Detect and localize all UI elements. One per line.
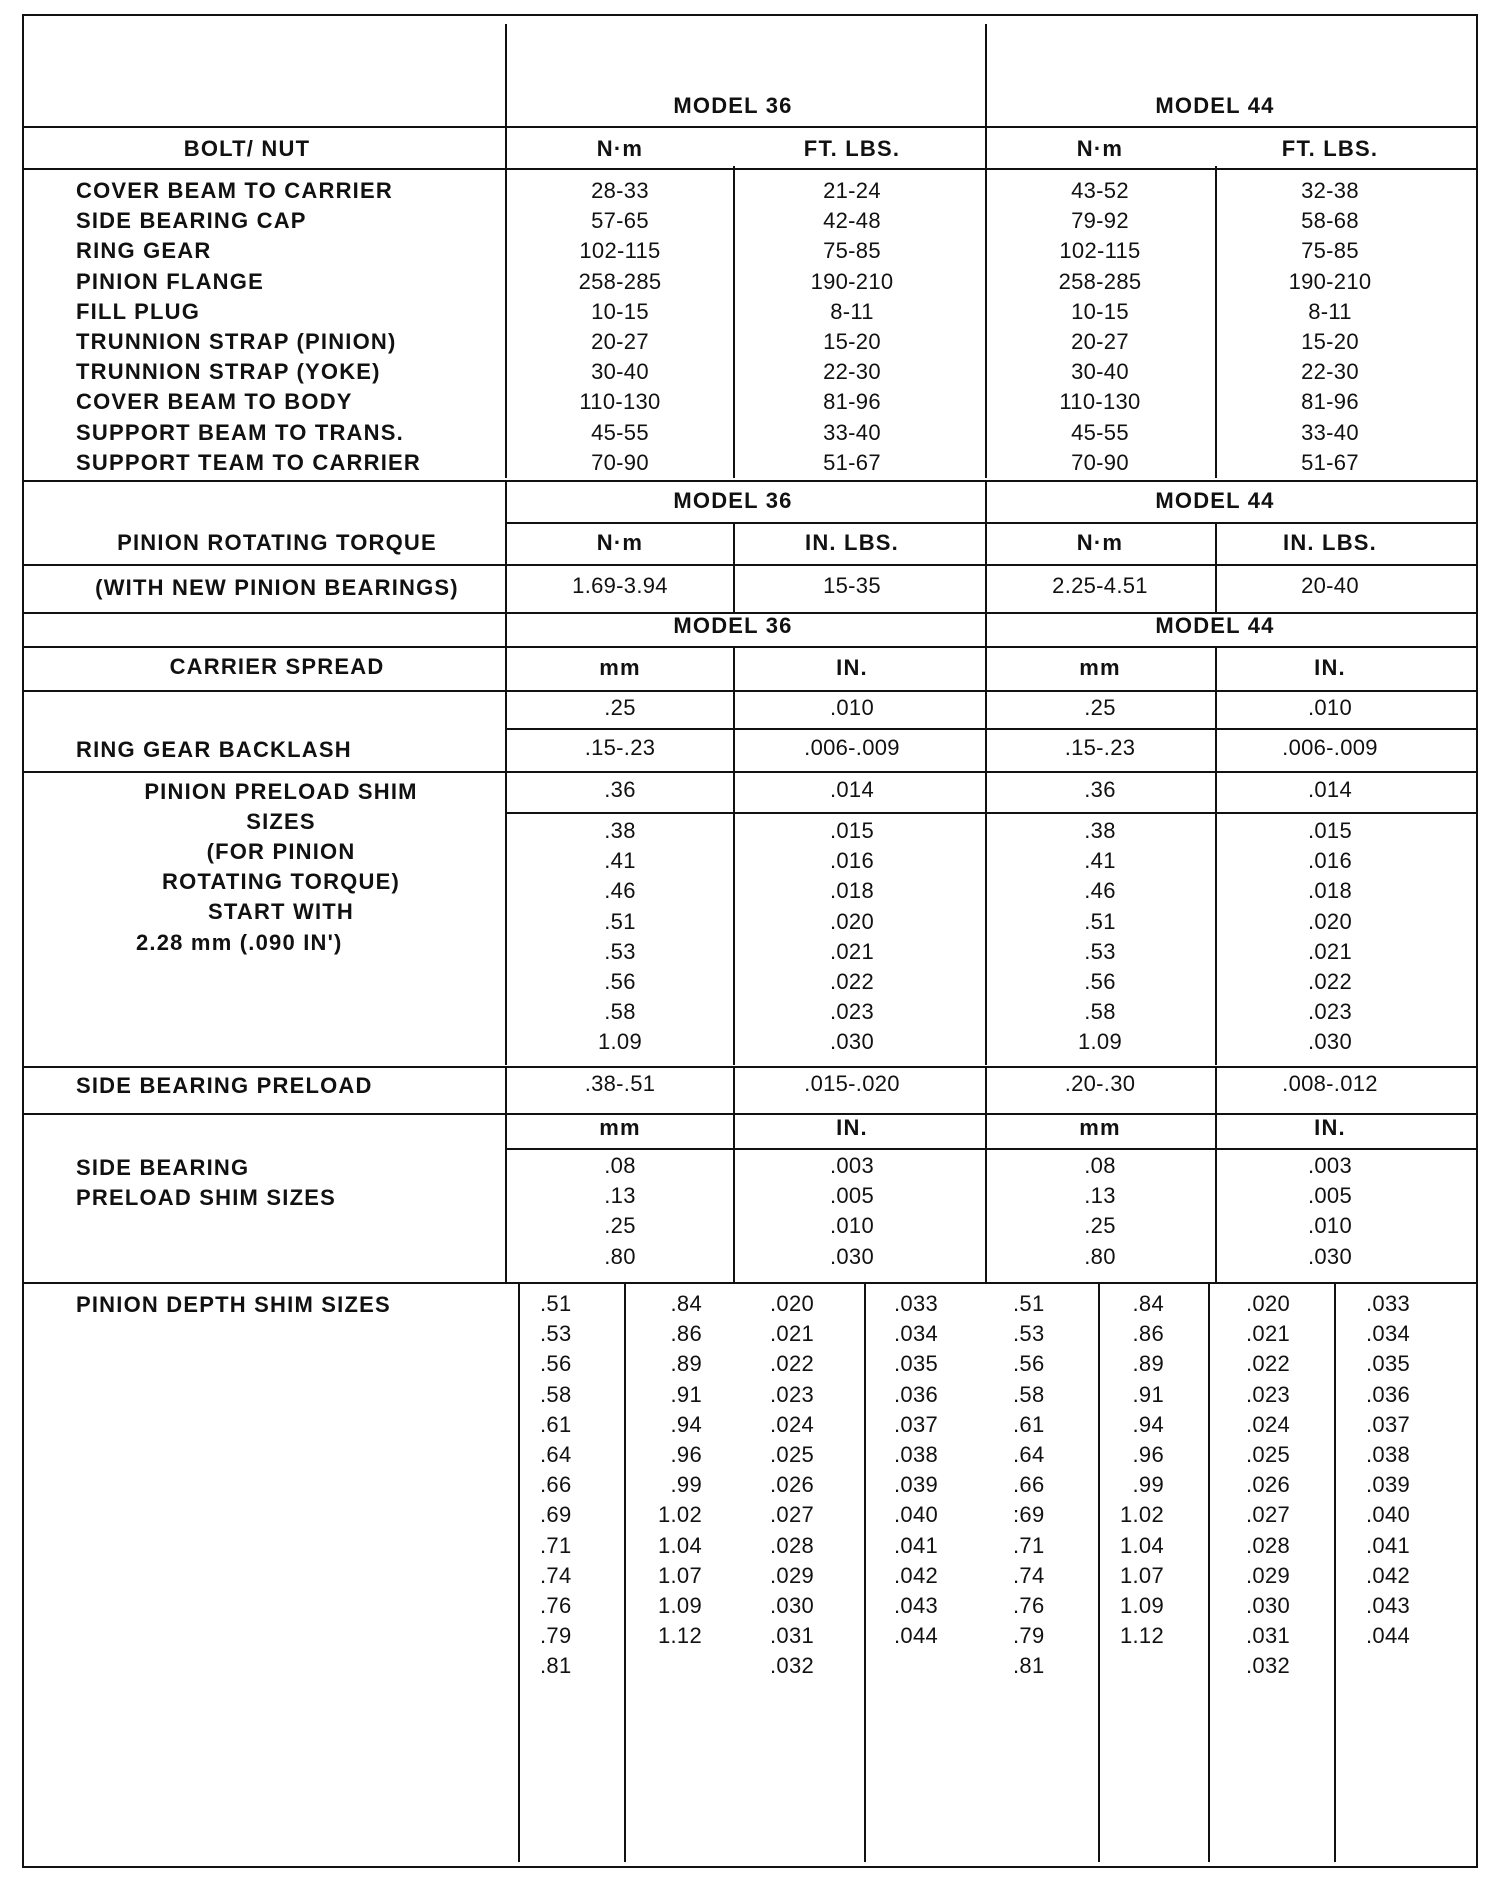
header-rule (22, 168, 1478, 170)
preload-shim-mm: .46 (604, 878, 636, 904)
torque-value: 57-65 (591, 208, 649, 234)
depth-shim-in: .041 (894, 1532, 939, 1558)
section-rule (22, 1113, 1478, 1115)
depth-shim-in: .031 (1246, 1623, 1291, 1649)
side-shim-mm: .25 (604, 1213, 636, 1239)
preload-shim-value: .36 (604, 777, 636, 802)
depth-shim-mm: .69 (540, 1502, 572, 1528)
preload-shim-mm: 1.09 (1077, 1029, 1123, 1055)
rule-line (22, 564, 1478, 566)
torque-value: 33-40 (823, 419, 881, 445)
torque-value: 8-11 (1308, 298, 1352, 324)
preload-shim-mm: 1.09 (597, 1029, 643, 1055)
column-line (505, 24, 507, 478)
preload-shim-label: ROTATING TORQUE) (162, 869, 400, 894)
column-line (505, 612, 507, 1065)
side-shim-in: .010 (1307, 1213, 1353, 1239)
torque-row-label: RING GEAR (76, 238, 212, 264)
depth-shim-mm: .64 (540, 1442, 572, 1467)
depth-shim-in: .040 (1366, 1502, 1411, 1528)
depth-shim-in: .022 (770, 1351, 815, 1377)
preload-shim-in: .021 (829, 938, 875, 964)
depth-shim-mm: .84 (1132, 1291, 1164, 1316)
depth-shim-in: .029 (770, 1562, 815, 1588)
depth-shim-mm: .74 (1013, 1562, 1045, 1588)
torque-value: 258-285 (578, 268, 662, 294)
preload-shim-value: .014 (829, 777, 875, 802)
depth-shim-in: .040 (894, 1502, 939, 1528)
depth-shim-mm: .66 (540, 1472, 572, 1498)
depth-shim-mm: .64 (1013, 1442, 1045, 1467)
torque-value: 75-85 (1301, 238, 1359, 264)
rule-line (505, 728, 1478, 730)
torque-value: 70-90 (591, 449, 649, 475)
header-model-44: MODEL 44 (1155, 488, 1275, 513)
depth-shim-mm: 1.02 (657, 1502, 702, 1528)
header-model-44: MODEL 44 (1155, 613, 1275, 638)
depth-shim-mm: .99 (1132, 1472, 1164, 1498)
header-model-36: MODEL 36 (673, 488, 793, 513)
column-line (518, 1282, 520, 1862)
torque-value: 70-90 (1071, 449, 1129, 475)
depth-shim-mm: .79 (1013, 1623, 1045, 1649)
column-line (864, 1282, 866, 1862)
depth-shim-mm: .58 (1013, 1381, 1045, 1407)
depth-shim-mm: .99 (670, 1472, 702, 1498)
depth-shim-in: .039 (1366, 1472, 1411, 1498)
depth-shim-in: .024 (770, 1411, 815, 1437)
column-line (505, 1066, 507, 1282)
unit-header: N·m (1076, 136, 1124, 161)
torque-value: 81-96 (1301, 389, 1359, 415)
torque-row-label: SIDE BEARING CAP (76, 208, 307, 234)
spread-value: .25 (1084, 695, 1116, 720)
depth-shim-mm: .94 (670, 1411, 702, 1437)
rule-line (505, 812, 1478, 814)
torque-value: 51-67 (823, 449, 881, 475)
side-shim-mm: .08 (1084, 1153, 1116, 1178)
torque-row-label: SUPPORT BEAM TO TRANS. (76, 419, 404, 445)
preload-shim-mm: .53 (604, 938, 636, 964)
depth-shim-mm: .86 (670, 1321, 702, 1347)
depth-shim-in: .043 (1366, 1593, 1411, 1618)
torque-value: 22-30 (1301, 359, 1359, 385)
torque-value: 110-130 (1059, 389, 1141, 415)
torque-value: 15-20 (823, 329, 881, 354)
depth-shim-mm: .96 (1132, 1442, 1164, 1467)
unit-header: IN. (1314, 1115, 1346, 1140)
preload-shim-in: .016 (829, 848, 875, 874)
side-shim-mm: .25 (1084, 1213, 1116, 1239)
preload-shim-in: .021 (1307, 938, 1353, 964)
torque-value: 20-27 (591, 329, 649, 354)
depth-shim-mm: 1.09 (1119, 1593, 1164, 1618)
preload-shim-mm: .38 (1084, 818, 1116, 843)
side-shim-in: .005 (1307, 1183, 1353, 1209)
side-shim-label: SIDE BEARING (76, 1155, 250, 1180)
preload-shim-in: .015 (1307, 818, 1353, 843)
side-shim-mm: .13 (1084, 1183, 1116, 1209)
depth-shim-mm: 1.04 (657, 1532, 702, 1558)
preload-shim-in: .022 (829, 969, 875, 994)
preload-shim-value: .36 (1084, 777, 1116, 802)
preload-shim-mm: .58 (1084, 999, 1116, 1025)
unit-header: IN. LBS. (805, 530, 899, 555)
depth-shim-mm: .91 (1132, 1381, 1164, 1407)
preload-shim-mm: .51 (604, 908, 636, 934)
depth-shim-in: .028 (1246, 1532, 1291, 1558)
side-shim-in: .030 (829, 1243, 875, 1269)
column-line (985, 1066, 987, 1282)
depth-shim-in: .042 (894, 1562, 939, 1588)
column-line (1208, 1282, 1210, 1862)
preload-shim-start: 2.28 mm (.090 IN') (136, 930, 343, 955)
depth-shim-in: .043 (894, 1593, 939, 1618)
preload-shim-mm: .53 (1084, 938, 1116, 964)
depth-shim-mm: .56 (540, 1351, 572, 1377)
torque-value: 43-52 (1071, 178, 1129, 203)
depth-shim-mm: .89 (670, 1351, 702, 1377)
unit-header: N·m (1076, 530, 1124, 555)
depth-shim-in: .024 (1246, 1411, 1291, 1437)
torque-row-label: COVER BEAM TO CARRIER (76, 178, 393, 203)
torque-value: 190-210 (810, 268, 894, 294)
rule-line (505, 522, 1478, 524)
depth-shim-mm: .76 (540, 1593, 572, 1618)
depth-shim-mm: .76 (1013, 1593, 1045, 1618)
torque-value: 30-40 (591, 359, 649, 385)
depth-shim-mm: :69 (1013, 1502, 1045, 1528)
side-preload-label: SIDE BEARING PRELOAD (76, 1073, 373, 1098)
depth-shim-mm: .51 (1013, 1291, 1045, 1316)
column-line (985, 612, 987, 1065)
torque-value: 10-15 (1071, 298, 1129, 324)
depth-shim-in: .029 (1246, 1562, 1291, 1588)
spread-value: .25 (604, 695, 636, 720)
torque-value: 10-15 (591, 298, 649, 324)
side-preload-value: .20-.30 (1064, 1071, 1136, 1096)
depth-shim-mm: .94 (1132, 1411, 1164, 1437)
depth-shim-in: .032 (1246, 1653, 1291, 1679)
side-shim-in: .003 (829, 1153, 875, 1178)
preload-shim-in: .016 (1307, 848, 1353, 874)
column-line (985, 480, 987, 612)
preload-shim-mm: .41 (604, 848, 636, 874)
torque-value: 30-40 (1071, 359, 1129, 385)
depth-shim-in: .023 (1246, 1381, 1291, 1407)
torque-value: 79-92 (1071, 208, 1129, 234)
depth-shim-in: .030 (1246, 1593, 1291, 1618)
backlash-value: .15-.23 (1064, 735, 1136, 760)
depth-shim-in: .042 (1366, 1562, 1411, 1588)
preload-shim-in: .023 (1307, 999, 1353, 1025)
spread-value: .010 (1307, 695, 1353, 720)
spread-value: .010 (829, 695, 875, 720)
preload-shim-in: .018 (829, 878, 875, 904)
column-line (1334, 1282, 1336, 1862)
depth-shim-in: .038 (894, 1442, 939, 1467)
preload-shim-mm: .56 (604, 969, 636, 994)
torque-value: 22-30 (823, 359, 881, 385)
depth-shim-mm: .79 (540, 1623, 572, 1649)
torque-row-label: TRUNNION STRAP (YOKE) (76, 359, 381, 385)
depth-shim-in: .037 (1366, 1411, 1411, 1437)
depth-shim-mm: 1.09 (657, 1593, 702, 1618)
depth-shim-in: .038 (1366, 1442, 1411, 1467)
column-line (1215, 1066, 1217, 1282)
depth-shim-mm: 1.07 (657, 1562, 702, 1588)
depth-shim-mm: 1.07 (1119, 1562, 1164, 1588)
torque-value: 102-115 (579, 238, 661, 264)
torque-value: 20-27 (1071, 329, 1129, 354)
preload-shim-mm: .41 (1084, 848, 1116, 874)
unit-header: IN. (836, 655, 868, 680)
depth-shim-in: .023 (770, 1381, 815, 1407)
preload-shim-in: .015 (829, 818, 875, 843)
header-model-44: MODEL 44 (1155, 93, 1275, 118)
depth-shim-mm: .84 (670, 1291, 702, 1316)
backlash-value: .006-.009 (1282, 735, 1378, 760)
depth-shim-mm: 1.12 (1119, 1623, 1164, 1649)
depth-shim-mm: .61 (1013, 1411, 1045, 1437)
side-shim-mm: .80 (604, 1243, 636, 1269)
depth-shim-in: .034 (894, 1321, 939, 1347)
side-shim-in: .010 (829, 1213, 875, 1239)
torque-value: 258-285 (1058, 268, 1142, 294)
preload-shim-in: .030 (829, 1029, 875, 1055)
rotating-value: 20-40 (1301, 573, 1359, 598)
unit-header: IN. LBS. (1283, 530, 1377, 555)
side-preload-value: .008-.012 (1282, 1071, 1378, 1096)
depth-shim-in: .028 (770, 1532, 815, 1558)
side-shim-in: .003 (1307, 1153, 1353, 1178)
depth-shim-label: PINION DEPTH SHIM SIZES (76, 1292, 391, 1317)
depth-shim-in: .030 (770, 1593, 815, 1618)
torque-row-label: FILL PLUG (76, 298, 201, 324)
depth-shim-mm: 1.02 (1119, 1502, 1164, 1528)
depth-shim-in: .027 (1246, 1502, 1291, 1528)
torque-value: 102-115 (1059, 238, 1141, 264)
side-preload-value: .38-.51 (584, 1071, 656, 1096)
rule-line (22, 690, 1478, 692)
depth-shim-mm: .53 (1013, 1321, 1045, 1347)
depth-shim-mm: .71 (1013, 1532, 1045, 1558)
column-line (985, 24, 987, 478)
torque-row-label: SUPPORT TEAM TO CARRIER (76, 449, 421, 475)
rotating-value: 2.25-4.51 (1052, 573, 1148, 598)
depth-shim-mm: .81 (540, 1653, 572, 1679)
side-shim-in: .005 (829, 1183, 875, 1209)
torque-value: 15-20 (1301, 329, 1359, 354)
depth-shim-mm: .58 (540, 1381, 572, 1407)
side-preload-value: .015-.020 (804, 1071, 900, 1096)
rule-line (505, 1148, 1478, 1150)
rotating-value: 15-35 (823, 573, 881, 598)
unit-header: mm (599, 1115, 641, 1140)
preload-shim-in: .023 (829, 999, 875, 1025)
torque-value: 45-55 (1071, 419, 1129, 445)
rule-line (22, 646, 1478, 648)
preload-shim-mm: .38 (604, 818, 636, 843)
torque-value: 58-68 (1301, 208, 1359, 234)
depth-shim-in: .026 (1246, 1472, 1291, 1498)
torque-value: 8-11 (830, 298, 874, 324)
section-rule (22, 1282, 1478, 1284)
depth-shim-in: .035 (1366, 1351, 1411, 1377)
depth-shim-mm: .51 (540, 1291, 572, 1316)
depth-shim-in: .020 (1246, 1291, 1291, 1316)
torque-value: 81-96 (823, 389, 881, 415)
depth-shim-in: .026 (770, 1472, 815, 1498)
unit-header: FT. LBS. (803, 136, 901, 161)
preload-shim-in: .030 (1307, 1029, 1353, 1055)
depth-shim-in: .025 (770, 1442, 815, 1467)
depth-shim-in: .033 (894, 1291, 939, 1316)
depth-shim-mm: .56 (1013, 1351, 1045, 1377)
header-rule (22, 126, 1478, 128)
preload-shim-mm: .46 (1084, 878, 1116, 904)
depth-shim-mm: .74 (540, 1562, 572, 1588)
preload-shim-label: (FOR PINION (206, 839, 356, 864)
torque-value: 33-40 (1301, 419, 1359, 445)
preload-shim-in: .022 (1307, 969, 1353, 994)
depth-shim-in: .025 (1246, 1442, 1291, 1467)
torque-value: 190-210 (1288, 268, 1372, 294)
unit-header: N·m (596, 136, 644, 161)
torque-row-label: COVER BEAM TO BODY (76, 389, 353, 415)
column-line (733, 522, 735, 612)
depth-shim-mm: .91 (670, 1381, 702, 1407)
depth-shim-in: .027 (770, 1502, 815, 1528)
rotating-torque-label: PINION ROTATING TORQUE (117, 530, 437, 555)
torque-value: 45-55 (591, 419, 649, 445)
preload-shim-label: SIZES (246, 809, 316, 834)
unit-header: mm (599, 655, 641, 680)
depth-shim-in: .020 (770, 1291, 815, 1316)
torque-value: 42-48 (823, 208, 881, 234)
depth-shim-in: .036 (894, 1381, 939, 1407)
depth-shim-mm: .61 (540, 1411, 572, 1437)
side-shim-mm: .80 (1084, 1243, 1116, 1269)
carrier-spread-label: CARRIER SPREAD (169, 654, 385, 679)
preload-shim-in: .020 (829, 908, 875, 934)
header-bolt-nut: BOLT/ NUT (183, 136, 311, 161)
column-line (505, 480, 507, 612)
column-line (733, 646, 735, 1065)
rotating-value: 1.69-3.94 (572, 573, 668, 598)
column-line (733, 166, 735, 478)
backlash-value: .15-.23 (584, 735, 656, 760)
header-model-36: MODEL 36 (673, 93, 793, 118)
unit-header: IN. (836, 1115, 868, 1140)
torque-value: 110-130 (579, 389, 661, 415)
preload-shim-in: .020 (1307, 908, 1353, 934)
column-line (733, 1066, 735, 1282)
unit-header: mm (1079, 1115, 1121, 1140)
depth-shim-in: .022 (1246, 1351, 1291, 1377)
depth-shim-in: .035 (894, 1351, 939, 1377)
column-line (1098, 1282, 1100, 1862)
depth-shim-in: .044 (1366, 1623, 1411, 1649)
torque-value: 28-33 (591, 178, 649, 203)
preload-shim-in: .018 (1307, 878, 1353, 904)
depth-shim-mm: 1.12 (657, 1623, 702, 1649)
preload-shim-mm: .51 (1084, 908, 1116, 934)
depth-shim-mm: 1.04 (1119, 1532, 1164, 1558)
torque-row-label: TRUNNION STRAP (PINION) (76, 329, 397, 354)
depth-shim-mm: .53 (540, 1321, 572, 1347)
preload-shim-value: .014 (1307, 777, 1353, 802)
torque-row-label: PINION FLANGE (76, 268, 264, 294)
depth-shim-in: .037 (894, 1411, 939, 1437)
torque-value: 75-85 (823, 238, 881, 264)
depth-shim-in: .034 (1366, 1321, 1411, 1347)
unit-header: FT. LBS. (1281, 136, 1379, 161)
side-shim-mm: .13 (604, 1183, 636, 1209)
depth-shim-mm: .86 (1132, 1321, 1164, 1347)
depth-shim-mm: .89 (1132, 1351, 1164, 1377)
side-shim-mm: .08 (604, 1153, 636, 1178)
side-shim-label: PRELOAD SHIM SIZES (76, 1185, 336, 1210)
column-line (1215, 646, 1217, 1065)
preload-shim-mm: .56 (1084, 969, 1116, 994)
torque-value: 21-24 (823, 178, 881, 203)
torque-value: 51-67 (1301, 449, 1359, 475)
backlash-label: RING GEAR BACKLASH (76, 737, 352, 762)
depth-shim-in: .031 (770, 1623, 815, 1649)
column-line (624, 1282, 626, 1862)
section-rule (22, 771, 1478, 773)
side-shim-in: .030 (1307, 1243, 1353, 1269)
unit-header: N·m (596, 530, 644, 555)
preload-shim-label: PINION PRELOAD SHIM (144, 779, 418, 804)
depth-shim-in: .036 (1366, 1381, 1411, 1407)
depth-shim-in: .041 (1366, 1532, 1411, 1558)
unit-header: mm (1079, 655, 1121, 680)
column-line (1215, 166, 1217, 478)
depth-shim-mm: .81 (1013, 1653, 1045, 1679)
torque-value: 32-38 (1301, 178, 1359, 203)
depth-shim-in: .021 (770, 1321, 815, 1347)
depth-shim-in: .021 (1246, 1321, 1291, 1347)
depth-shim-mm: .71 (540, 1532, 572, 1558)
depth-shim-in: .044 (894, 1623, 939, 1649)
depth-shim-in: .033 (1366, 1291, 1411, 1316)
depth-shim-mm: .96 (670, 1442, 702, 1467)
depth-shim-in: .032 (770, 1653, 815, 1679)
preload-shim-mm: .58 (604, 999, 636, 1025)
unit-header: IN. (1314, 655, 1346, 680)
depth-shim-mm: .66 (1013, 1472, 1045, 1498)
backlash-value: .006-.009 (804, 735, 900, 760)
column-line (1215, 522, 1217, 612)
header-model-36: MODEL 36 (673, 613, 793, 638)
rotating-torque-sublabel: (WITH NEW PINION BEARINGS) (95, 575, 459, 600)
section-rule (22, 1066, 1478, 1068)
depth-shim-in: .039 (894, 1472, 939, 1498)
section-rule (22, 480, 1478, 482)
preload-shim-label: START WITH (207, 899, 355, 924)
